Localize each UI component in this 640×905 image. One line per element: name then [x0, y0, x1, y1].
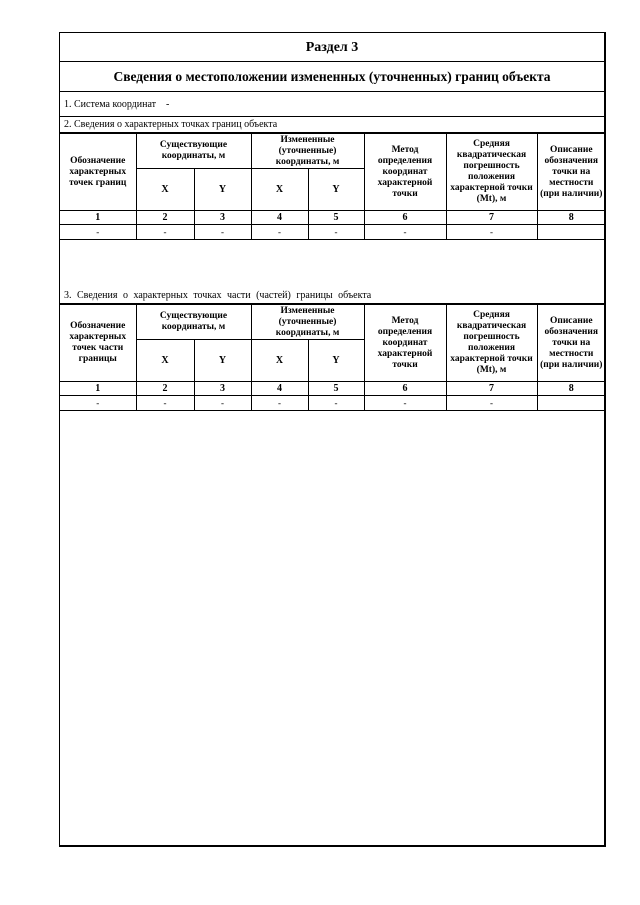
column-number: 5: [308, 211, 364, 225]
table-cell: -: [251, 225, 308, 240]
table-cell: [537, 396, 605, 411]
column-number-row: [60, 382, 605, 396]
table-cell: -: [446, 396, 537, 411]
header-designation: Обозначение характерных точек части границы: [60, 305, 136, 382]
part-boundary-points-table: [60, 304, 605, 411]
header-changed-y: Y: [308, 169, 364, 211]
header-existing-coordinates: Существующие координаты, м: [136, 305, 251, 340]
column-number: 4: [251, 382, 308, 396]
header-method: Метод определения координат характерной точки: [364, 134, 446, 211]
header-changed-y: Y: [308, 340, 364, 382]
header-error: Средняя квадратическая погрешность положения характерной точки (Mt), м: [446, 305, 537, 382]
column-number: 3: [194, 382, 251, 396]
header-changed-x: X: [251, 169, 308, 211]
table-cell: [537, 225, 605, 240]
document-frame: [59, 32, 606, 847]
table-row: [60, 225, 605, 240]
header-changed-coordinates: Измененные (уточненные) координаты, м: [251, 134, 364, 169]
column-number: 7: [446, 382, 537, 396]
boundary-points-label: 2. Сведения о характерных точках границ объекта: [60, 117, 604, 133]
header-existing-x: X: [136, 340, 194, 382]
table-cell: -: [364, 396, 446, 411]
header-description: Описание обозначения точки на местности (при наличии): [537, 305, 605, 382]
column-number: 6: [364, 211, 446, 225]
coordinate-system-label: 1. Система координат: [64, 99, 157, 110]
table-cell: -: [136, 225, 194, 240]
part-boundary-points-label: 3. Сведения о характерных точках части (частей) границы объекта: [60, 288, 604, 304]
section-subtitle: Сведения о местоположении измененных (уточненных) границ объекта: [60, 62, 604, 92]
table-cell: -: [446, 225, 537, 240]
column-number: 1: [60, 382, 136, 396]
column-number: 8: [537, 211, 605, 225]
header-designation: Обозначение характерных точек границ: [60, 134, 136, 211]
column-number: 2: [136, 382, 194, 396]
table-cell: -: [60, 225, 136, 240]
table-cell: -: [136, 396, 194, 411]
table-cell: -: [308, 396, 364, 411]
column-number: 8: [537, 382, 605, 396]
table-cell: -: [251, 396, 308, 411]
coordinate-system-value: -: [166, 99, 170, 110]
header-description: Описание обозначения точки на местности (при наличии): [537, 134, 605, 211]
header-method: Метод определения координат характерной точки: [364, 305, 446, 382]
header-error: Средняя квадратическая погрешность положения характерной точки (Mt), м: [446, 134, 537, 211]
table-row: [60, 396, 605, 411]
coordinate-system-row: [60, 92, 604, 117]
header-changed-x: X: [251, 340, 308, 382]
column-number-row: [60, 211, 605, 225]
header-existing-y: Y: [194, 169, 251, 211]
header-existing-x: X: [136, 169, 194, 211]
column-number: 1: [60, 211, 136, 225]
table-cell: -: [308, 225, 364, 240]
column-number: 5: [308, 382, 364, 396]
table-cell: -: [60, 396, 136, 411]
table-cell: -: [364, 225, 446, 240]
column-number: 6: [364, 382, 446, 396]
table-cell: -: [194, 225, 251, 240]
column-number: 2: [136, 211, 194, 225]
boundary-points-table: [60, 133, 605, 240]
column-number: 3: [194, 211, 251, 225]
column-number: 7: [446, 211, 537, 225]
column-number: 4: [251, 211, 308, 225]
table-cell: -: [194, 396, 251, 411]
header-changed-coordinates: Измененные (уточненные) координаты, м: [251, 305, 364, 340]
section-title: Раздел 3: [60, 33, 604, 62]
header-existing-y: Y: [194, 340, 251, 382]
header-existing-coordinates: Существующие координаты, м: [136, 134, 251, 169]
